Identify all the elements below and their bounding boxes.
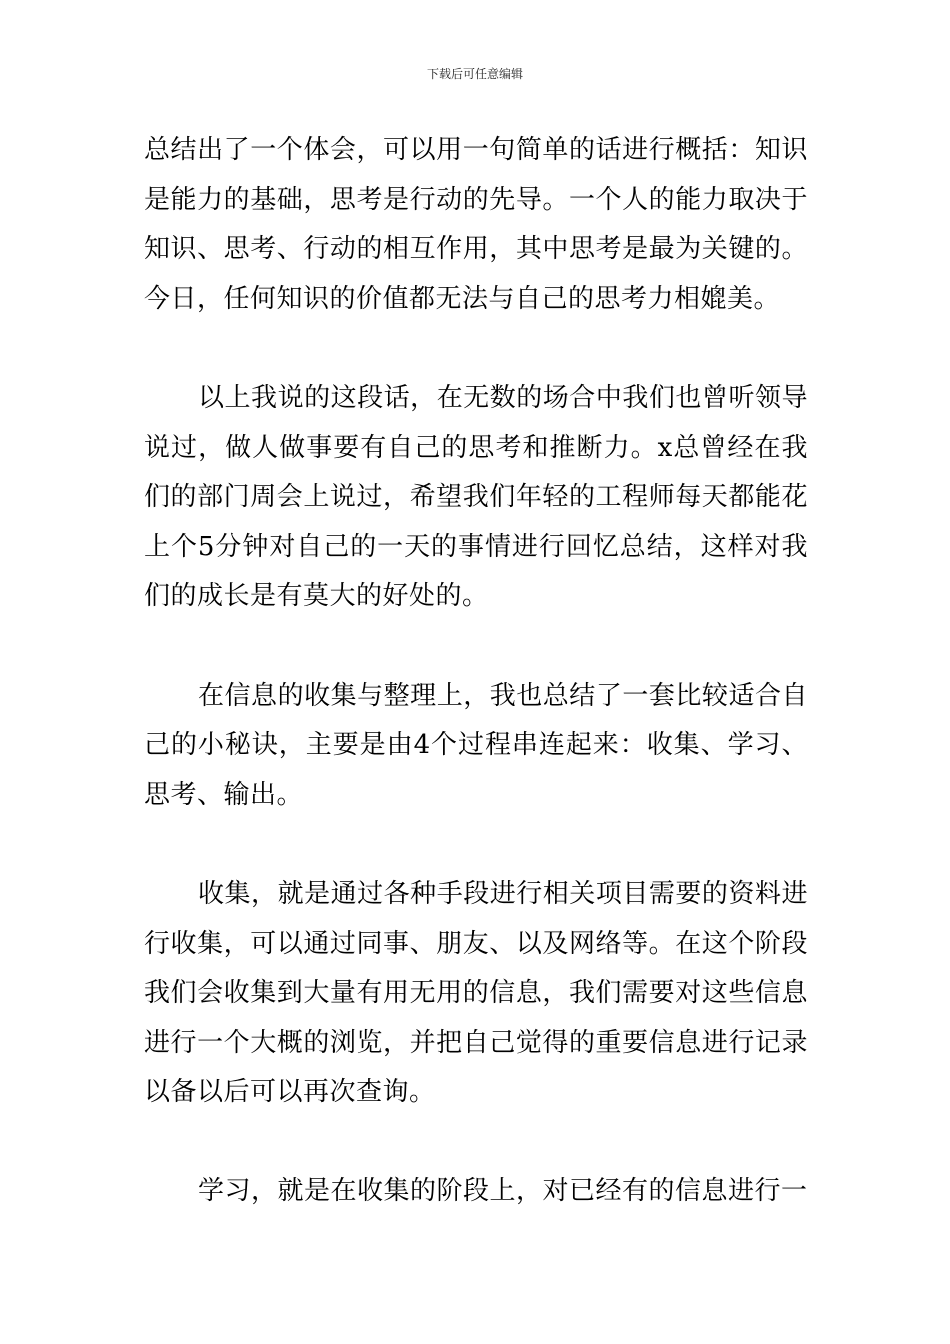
page-header: 下载后可任意编辑 [426, 67, 523, 81]
paragraph-4: 收集，就是通过各种手段进行相关项目需要的资料进行收集，可以通过同事、朋友、以及网络等。在这个阶段我们会收集到大量有用无用的信息，我们需要对这些信息进行一个大概的浏览，并把自己觉得的重要信息进行记录以备以后可以再次查询。 [144, 878, 808, 1108]
paragraph-gap [144, 324, 808, 374]
paragraph-5: 学习，就是在收集的阶段上，对已经有的信息进行一 [198, 1176, 808, 1207]
paragraph-1: 总结出了一个体会，可以用一句简单的话进行概括：知识是能力的基础，思考是行动的先导。一个人的能力取决于知识、思考、行动的相互作用，其中思考是最为关键的。今日，任何知识的价值都无法与自己的思考力相媲美。 [144, 135, 808, 314]
paragraph-gap [144, 820, 808, 870]
paragraph-3: 在信息的收集与整理上，我也总结了一套比较适合自己的小秘诀，主要是由4个过程串连起来：收集、学习、思考、输出。 [144, 680, 808, 810]
paragraph-gap [144, 1118, 808, 1168]
paragraph-2: 以上我说的这段话，在无数的场合中我们也曾听领导说过，做人做事要有自己的思考和推断力。x总曾经在我们的部门周会上说过，希望我们年轻的工程师每天都能花上个5分钟对自己的一天的事情进行回忆总结，这样对我们的成长是有莫大的好处的。 [144, 382, 808, 612]
paragraph-gap [144, 622, 808, 672]
document-body [144, 126, 808, 1217]
